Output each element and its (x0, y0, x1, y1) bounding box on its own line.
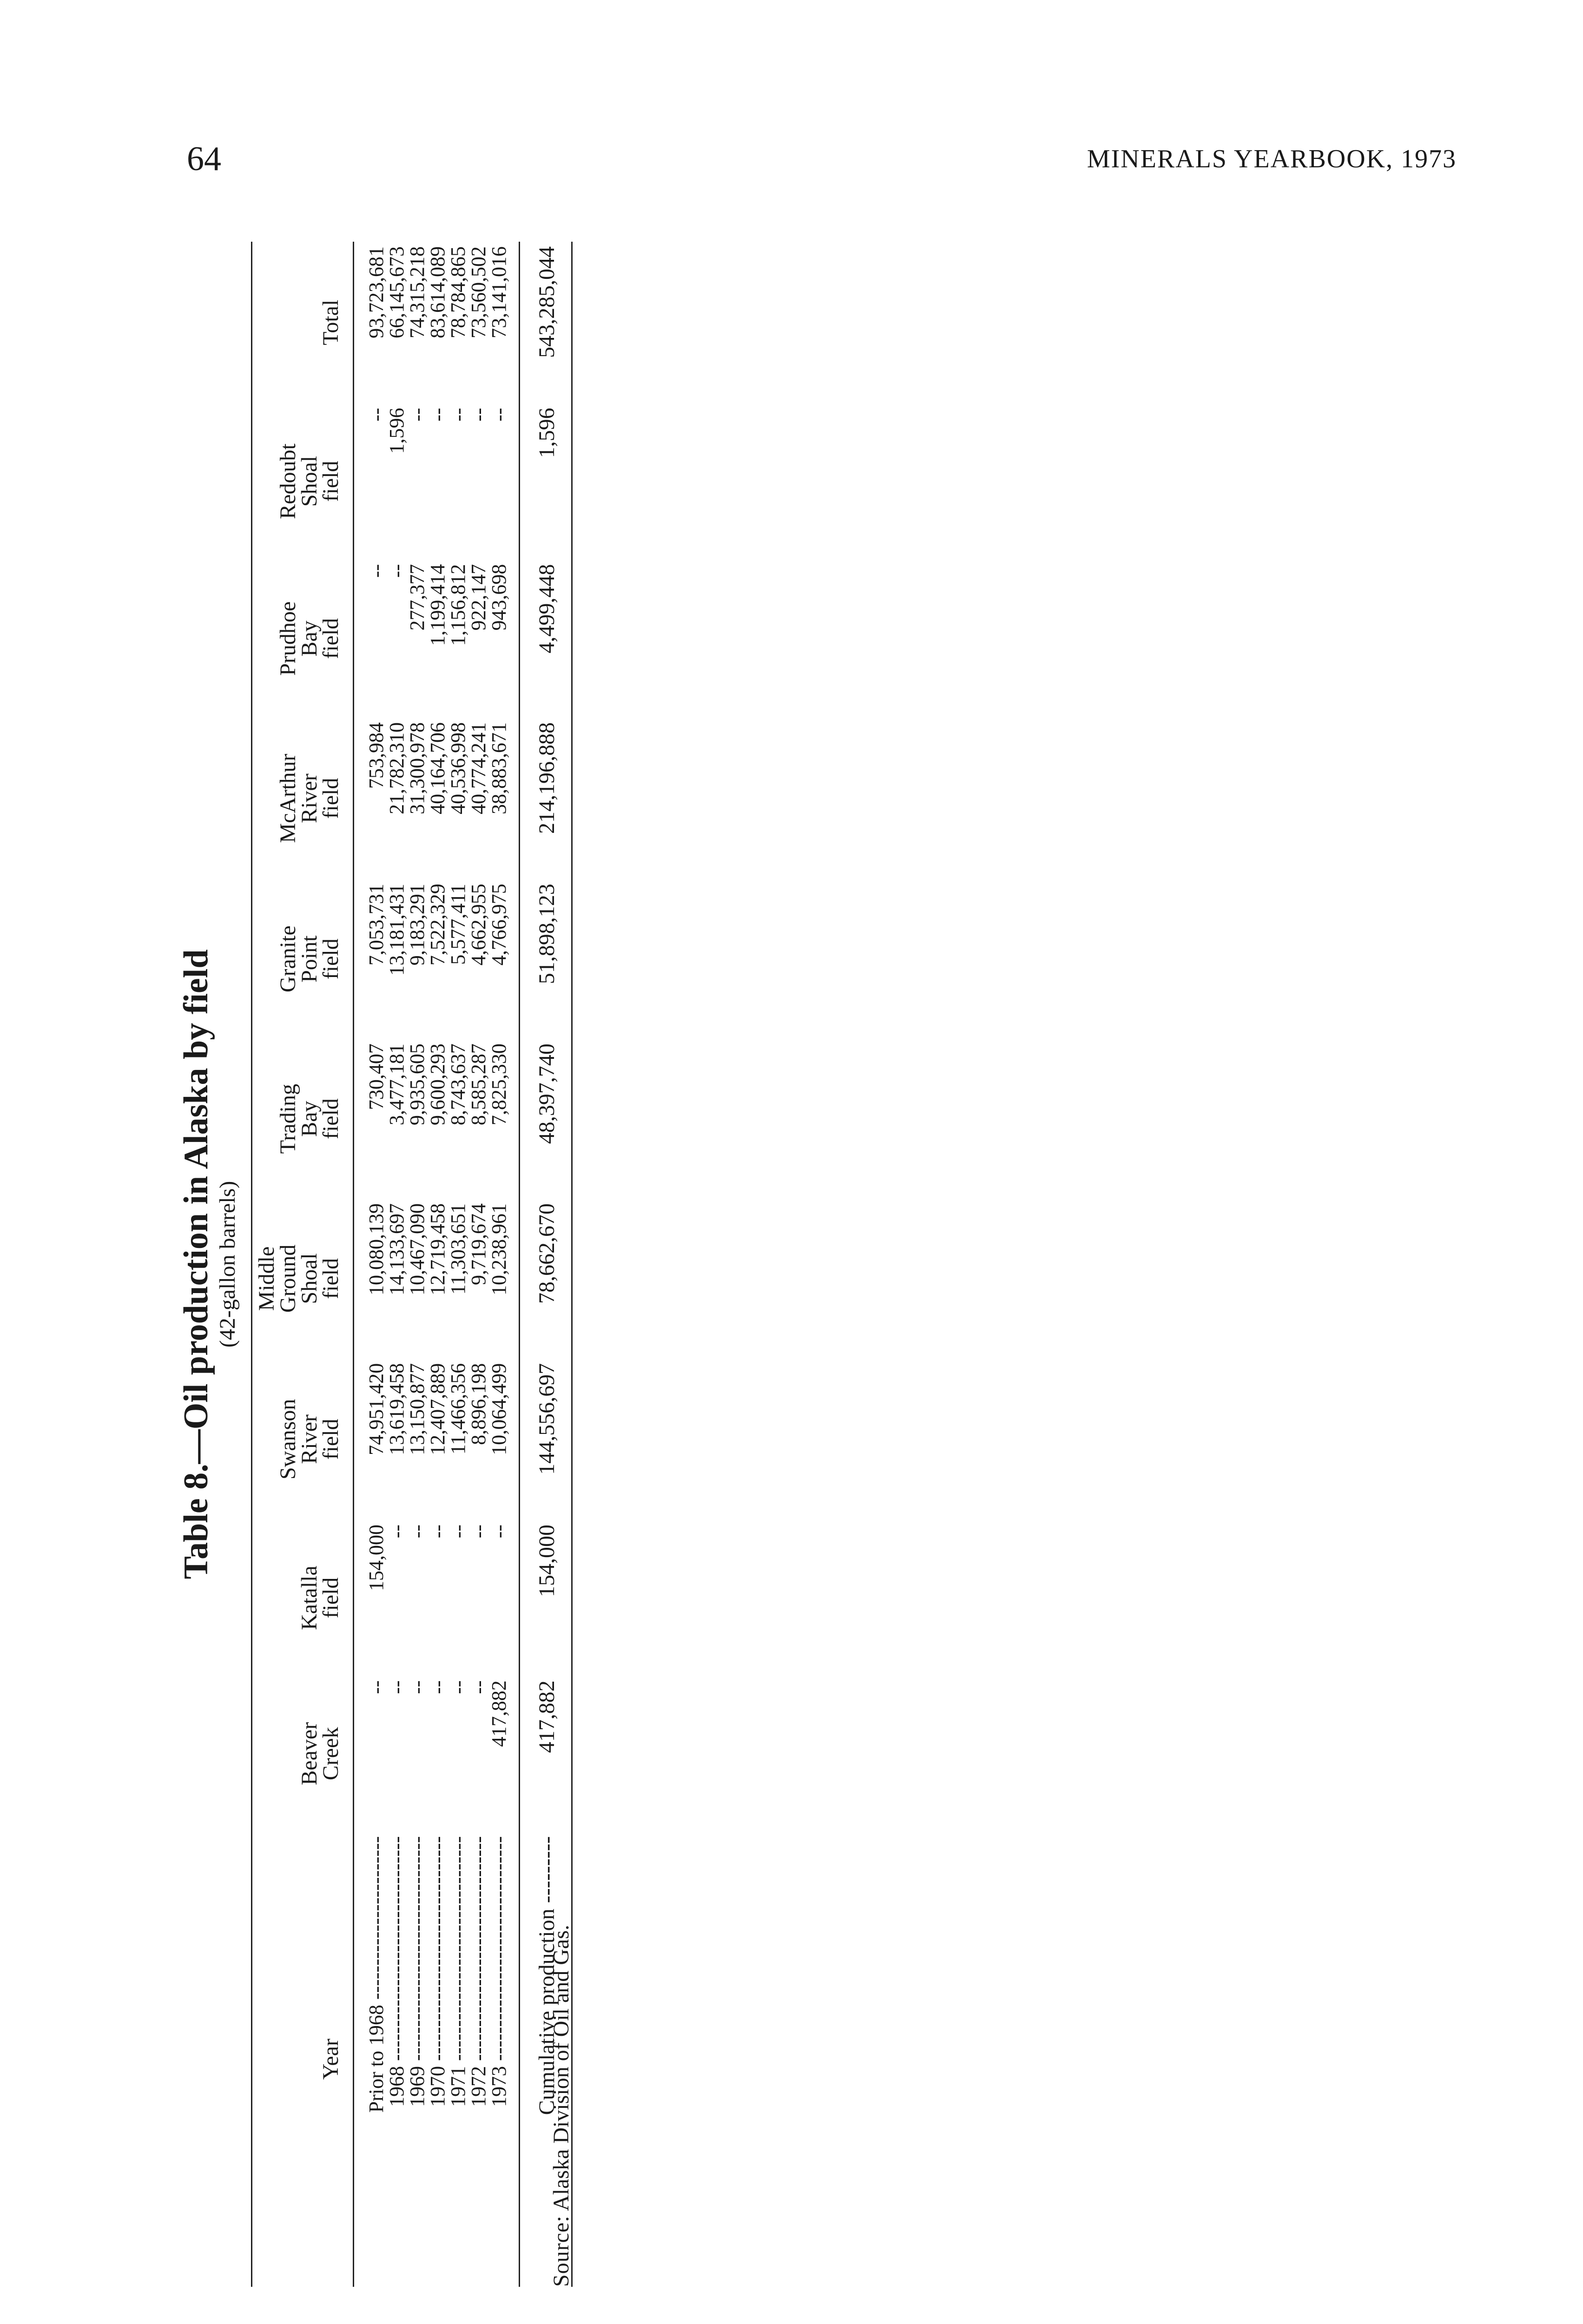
source-text: Alaska Division of Oil and Gas. (549, 1925, 574, 2212)
table-cell: 4,766,975 (488, 884, 510, 966)
table-cell: -- (406, 1525, 429, 1538)
table-cell: 73,141,016 (488, 246, 510, 338)
table-cell: -- (365, 564, 388, 578)
table-cell: -- (426, 408, 449, 422)
total-cell: 214,196,888 (534, 722, 559, 834)
column-header: Beaver Creek (297, 1722, 343, 1785)
year-cell: 1972 --------------------------------- (467, 1836, 490, 2107)
table-cell: -- (426, 1525, 449, 1538)
column-header: Redoubt Shoal field (276, 443, 343, 519)
table-cell: 4,662,955 (467, 884, 490, 966)
column-header: Trading Bay field (276, 1083, 343, 1154)
table-cell: 13,181,431 (385, 884, 408, 976)
oil-production-table (251, 242, 573, 2287)
column-header: Middle Ground Shoal field (254, 1244, 343, 1313)
year-cell: 1973 --------------------------------- (488, 1836, 510, 2107)
table-cell: 1,199,414 (426, 564, 449, 646)
table-cell: -- (365, 1680, 388, 1694)
table-cell: -- (365, 408, 388, 422)
table-cell: 73,560,502 (467, 246, 490, 338)
table-row (407, 242, 428, 2287)
table-cell: 8,896,198 (467, 1363, 490, 1445)
table-cell: 38,883,671 (488, 722, 510, 814)
table-cell: 78,784,865 (447, 246, 469, 338)
table-cell: 8,585,287 (467, 1043, 490, 1126)
column-header: Prudhoe Bay field (276, 601, 343, 676)
table-row (354, 242, 387, 2287)
table-cell: 9,600,293 (426, 1043, 449, 1126)
table-cell: 10,467,090 (406, 1203, 429, 1295)
total-cell: 154,000 (534, 1525, 559, 1598)
table-cell: 21,782,310 (385, 722, 408, 814)
column-header: Year (318, 2039, 343, 2080)
table-cell: 66,145,673 (385, 246, 408, 338)
table-cell: -- (488, 408, 510, 422)
table-cell: 730,407 (365, 1043, 388, 1110)
table-subtitle: (42-gallon barrels) (215, 1181, 240, 1348)
source-label: Source: (549, 2215, 574, 2287)
total-cell: 51,898,123 (534, 884, 559, 984)
year-cell: 1971 --------------------------------- (447, 1836, 469, 2107)
total-cell: 144,556,697 (534, 1363, 559, 1475)
total-cell: 1,596 (534, 408, 559, 458)
table-cell: -- (385, 1525, 408, 1538)
table-cell: 12,719,458 (426, 1203, 449, 1295)
table-cell: 14,133,697 (385, 1203, 408, 1295)
table-cell: -- (426, 1680, 449, 1694)
total-cell: 543,285,044 (534, 246, 559, 358)
table-cell: 7,053,731 (365, 884, 388, 966)
table-cell: 31,300,978 (406, 722, 429, 814)
table-cell: 83,614,089 (426, 246, 449, 338)
table-cell: 10,080,139 (365, 1203, 388, 1295)
table-cell: -- (467, 1680, 490, 1694)
table-cell: 10,238,961 (488, 1203, 510, 1295)
table-cell: -- (385, 1680, 408, 1694)
table-cell: 13,619,458 (385, 1363, 408, 1455)
table-cell: 40,774,241 (467, 722, 490, 814)
table-cell: 753,984 (365, 722, 388, 789)
table-cell: 11,303,651 (447, 1203, 469, 1295)
table-cell: 5,577,411 (447, 884, 469, 965)
table-cell: 154,000 (365, 1525, 388, 1591)
table-cell: -- (447, 1680, 469, 1694)
table-cell: 40,164,706 (426, 722, 449, 814)
source-note (548, 1925, 574, 2287)
column-header: McArthur River field (276, 753, 343, 843)
table-cell: -- (447, 408, 469, 422)
table-cell: 40,536,998 (447, 722, 469, 814)
table-cell: 9,183,291 (406, 884, 429, 966)
table-cell: -- (385, 564, 408, 578)
table-cell: 9,719,674 (467, 1203, 490, 1285)
rotated-table-block (177, 242, 586, 2287)
column-header: Total (318, 299, 343, 345)
table-cell: 943,698 (488, 564, 510, 631)
year-cell: 1970 --------------------------------- (426, 1836, 449, 2107)
table-row (387, 242, 407, 2287)
table-cell: 3,477,181 (385, 1043, 408, 1126)
table-cell: 11,466,356 (447, 1363, 469, 1455)
total-cell: 48,397,740 (534, 1043, 559, 1144)
table-cell: 7,825,330 (488, 1043, 510, 1126)
column-header: Granite Point field (276, 925, 343, 993)
year-cell: Prior to 1968 ------------------------ (365, 1836, 388, 2113)
running-head: MINERALS YEARBOOK, 1973 (1087, 145, 1457, 173)
table-cell: -- (467, 408, 490, 422)
table-cell: 7,522,329 (426, 884, 449, 966)
table-cell: -- (488, 1525, 510, 1538)
table-row (428, 242, 448, 2287)
table-title: Table 8.—Oil production in Alaska by field (177, 949, 215, 1579)
table-row (489, 242, 520, 2287)
total-cell: 417,882 (534, 1680, 559, 1753)
table-cell: 417,882 (488, 1680, 510, 1747)
table-cell: -- (467, 1525, 490, 1538)
table-cell: 9,935,605 (406, 1043, 429, 1126)
table-cell: 93,723,681 (365, 246, 388, 338)
table-cell: 922,147 (467, 564, 490, 631)
table-row (448, 242, 468, 2287)
total-label: Cumulative production --------- (534, 1836, 559, 2115)
table-cell: 12,407,889 (426, 1363, 449, 1455)
table-cell: -- (406, 408, 429, 422)
total-cell: 78,662,670 (534, 1203, 559, 1304)
column-header: Katalla field (297, 1565, 343, 1631)
year-cell: 1968 --------------------------------- (385, 1836, 408, 2107)
table-cell: 277,377 (406, 564, 429, 631)
table-cell: -- (447, 1525, 469, 1538)
table-cell: 8,743,637 (447, 1043, 469, 1126)
table-cell: 74,951,420 (365, 1363, 388, 1455)
table-cell: -- (406, 1680, 429, 1694)
header-row (252, 242, 354, 2287)
table-row (468, 242, 489, 2287)
table-cell: 1,596 (385, 408, 408, 454)
table-cell: 1,156,812 (447, 564, 469, 646)
year-cell: 1969 --------------------------------- (406, 1836, 429, 2107)
page-number: 64 (187, 140, 221, 178)
table-cell: 74,315,218 (406, 246, 429, 338)
total-cell: 4,499,448 (534, 564, 559, 654)
table-cell: 13,150,877 (406, 1363, 429, 1455)
column-header: Swanson River field (276, 1399, 343, 1480)
table-cell: 10,064,499 (488, 1363, 510, 1455)
